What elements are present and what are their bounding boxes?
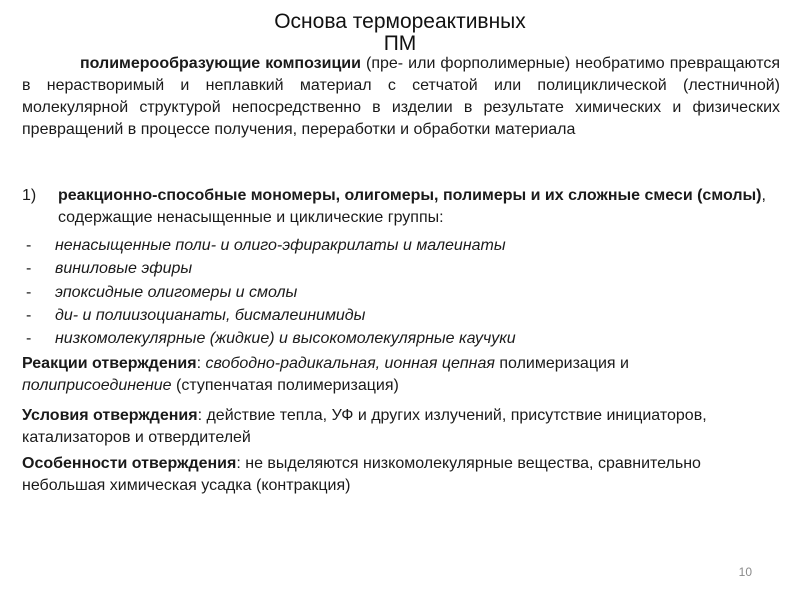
item-1-rest: , содержащие ненасыщенные и циклические группы: [58, 187, 766, 226]
definition-text: необратимо превращаются в нерастворимый и неплавкий материал с сетчатой или полициклической (лестничной) молекулярной структурой непосредственно в изделии в результате химических и физических превращений в процессе получения, переработки и обработки материала [22, 55, 781, 138]
conditions-paragraph: Условия отверждения: действие тепла, УФ и других излучений, присутствие инициаторов, катализаторов и отвердителей [22, 407, 707, 446]
features-paragraph: Особенности отверждения: не выделяются низкомолекулярные вещества, сравнительно небольшая химическая усадка (контракция) [22, 455, 701, 494]
item-number: 1) [22, 187, 37, 204]
item-1-bold: реакционно-способные мономеры, олигомеры, полимеры и их сложные смеси (смолы) [58, 187, 762, 204]
conditions-label: Условия отверждения [22, 407, 198, 424]
slide-title [0, 11, 800, 55]
list-item: - низкомолекулярные (жидкие) и высокомолекулярные каучуки [26, 330, 516, 348]
list-item: - ненасыщенные поли- и олиго-эфиракрилаты и малеинаты [26, 237, 506, 254]
definition-term: полимерообразующие композиции [80, 55, 361, 72]
list-item: - ди- и полиизоцианаты, бисмалеинимиды [26, 306, 366, 324]
features-label: Особенности отверждения [22, 455, 237, 472]
slide-title-line2: ПМ [383, 32, 417, 55]
list-item: - виниловые эфиры [26, 260, 193, 278]
definition-paragraph [22, 53, 780, 141]
definition-term-note: (пре- или форполимерные) [360, 55, 571, 72]
reactions-paragraph: Реакции отверждения: свободно-радикальная, ионная цепная полимеризация и полиприсоединение (ступенчатая полимеризация) [22, 355, 629, 394]
numbered-item-1 [22, 185, 782, 229]
reactions-label: Реакции отверждения [22, 355, 197, 372]
page-number: 10 [738, 565, 752, 579]
list-item: - эпоксидные олигомеры и смолы [26, 283, 298, 301]
slide-title-line1: Основа термореактивных [274, 10, 526, 33]
subitem-list [22, 234, 782, 350]
